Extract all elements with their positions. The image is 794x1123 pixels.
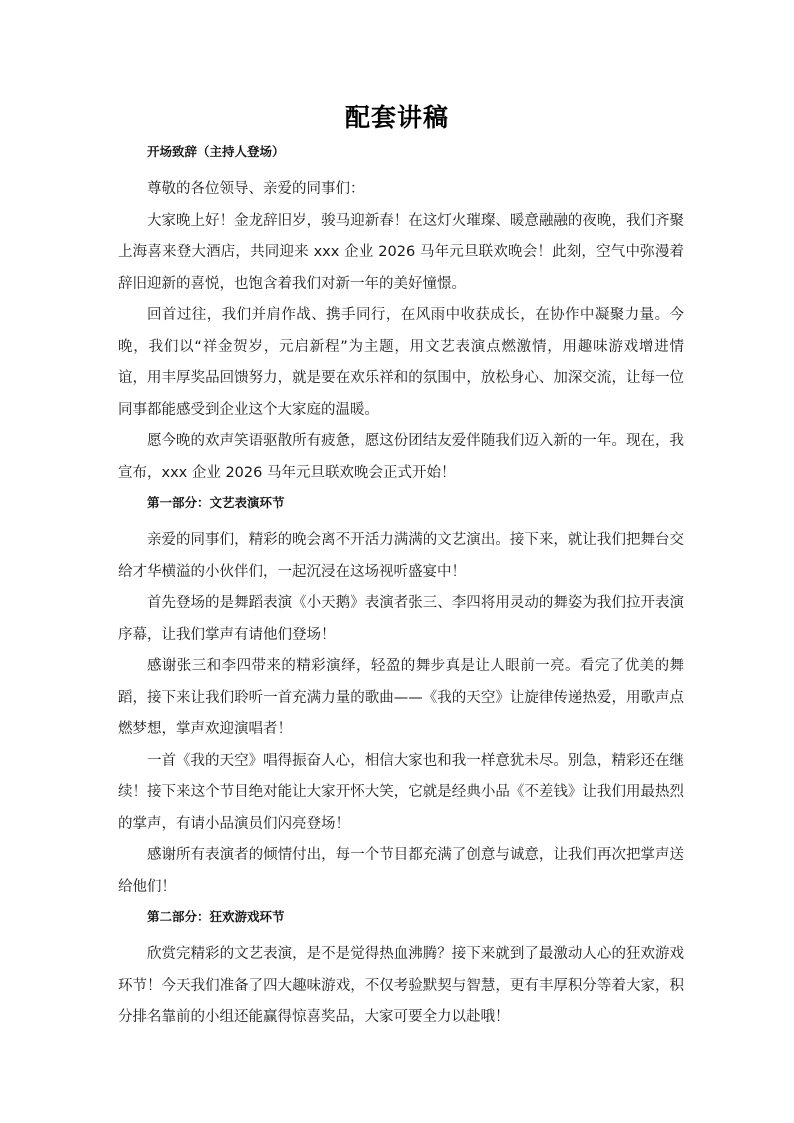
paragraph: 大家晚上好！金龙辞旧岁，骏马迎新春！在这灯火璀璨、暖意融融的夜晚，我们齐聚上海喜来登大酒店，共同迎来 xxx 企业 2026 马年元旦联欢晚会！此刻，空气中弥漫着辞旧迎新的喜悦，也饱含着我们对新一年的美好憧憬。 — [118, 212, 684, 292]
paragraph: 回首过往，我们并肩作战、携手同行，在风雨中收获成长，在协作中凝聚力量。今晚，我们以“祥金贺岁，元启新程”为主题，用文艺表演点燃激情，用趣味游戏增进情谊，用丰厚奖品回馈努力，就是要在欢乐祥和的氛围中，放松身心、加深交流，让每一位同事都能感受到企业这个大家庭的温暖。 — [118, 307, 684, 418]
paragraph: 尊敬的各位领导、亲爱的同事们： — [147, 181, 365, 197]
paragraph: 愿今晚的欢声笑语驱散所有疲惫，愿这份团结友爱伴随我们迈入新的一年。现在，我宣布，xxx 企业 2026 马年元旦联欢晚会正式开始！ — [118, 433, 684, 481]
section-heading: 开场致辞（主持人登场） — [147, 144, 285, 159]
section-heading: 第一部分：文艺表演环节 — [147, 495, 285, 510]
paragraph: 一首《我的天空》唱得振奋人心，相信大家也和我一样意犹未尽。别急，精彩还在继续！接下来这个节目绝对能让大家开怀大笑，它就是经典小品《不差钱》让我们用最热烈的掌声，有请小品演员们闪亮登场！ — [118, 752, 684, 832]
paragraph: 亲爱的同事们，精彩的晚会离不开活力满满的文艺演出。接下来，就让我们把舞台交给才华横溢的小伙伴们，一起沉浸在这场视听盛宴中！ — [118, 532, 684, 580]
section-heading: 第二部分：狂欢游戏环节 — [147, 909, 285, 924]
paragraph: 首先登场的是舞蹈表演《小天鹅》表演者张三、李四将用灵动的舞姿为我们拉开表演序幕，让我们掌声有请他们登场！ — [118, 595, 684, 643]
document-title: 配套讲稿 — [344, 103, 449, 132]
paragraph: 欣赏完精彩的文艺表演，是不是觉得热血沸腾？接下来就到了最激动人心的狂欢游戏环节！今天我们准备了四大趣味游戏，不仅考验默契与智慧，更有丰厚积分等着大家，积分排名靠前的小组还能赢得惊喜奖品，大家可要全力以赴哦！ — [118, 946, 684, 1025]
paragraph: 感谢所有表演者的倾情付出，每一个节目都充满了创意与诚意，让我们再次把掌声送给他们！ — [118, 847, 684, 895]
document-body — [118, 142, 684, 1034]
paragraph: 感谢张三和李四带来的精彩演绎，轻盈的舞步真是让人眼前一亮。看完了优美的舞蹈，接下来让我们聆听一首充满力量的歌曲——《我的天空》让旋律传递热爱，用歌声点燃梦想，掌声欢迎演唱者！ — [118, 658, 684, 737]
